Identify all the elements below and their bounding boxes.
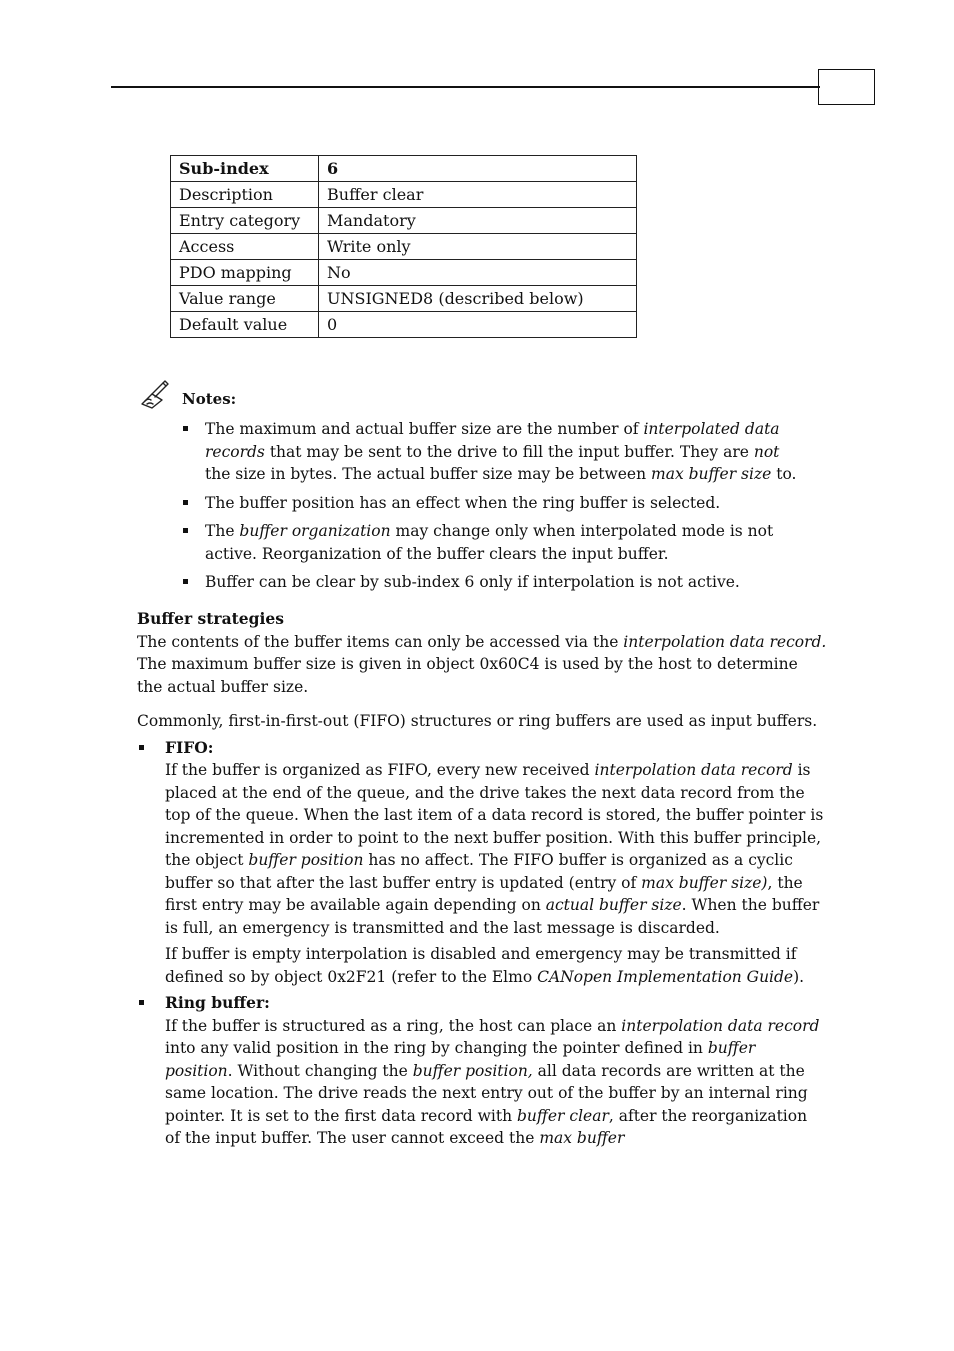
paragraph-emphasis: interpolation data record.: [623, 632, 827, 651]
table-row-value: No: [319, 260, 637, 286]
paragraph-emphasis: buffer position: [165, 1039, 756, 1080]
note-text: that may be sent to the drive to fill the input buffer. They are: [264, 442, 754, 461]
table-row-label: Entry category: [171, 208, 319, 234]
notes-title: Notes:: [182, 390, 237, 408]
note-text: the size in bytes. The actual buffer size may be between: [205, 465, 652, 483]
list-item: [183, 520, 803, 565]
paragraph-emphasis: max buffer: [539, 1129, 625, 1147]
note-emphasis: interpolated data records: [205, 420, 780, 461]
paragraph-emphasis: interpolation data record: [621, 1016, 820, 1035]
table-row: [171, 286, 637, 312]
note-emphasis: not: [753, 442, 780, 461]
list-item: [183, 418, 803, 486]
note-emphasis: max buffer size: [651, 465, 772, 483]
paragraph-text: , after the reorganization of the input buffer. The user cannot exceed the: [165, 1106, 808, 1147]
fifo-paragraph: [165, 943, 827, 988]
paragraph-emphasis: max buffer size): [641, 873, 768, 892]
paragraph-text: is placed at the end of the queue, and the drive takes the next data record from the top of the queue. When the last item of a data record is stored, the buffer pointer is incremented in order to point to the next buffer position. With this buffer principle, the object: [165, 761, 824, 869]
note-text: may change only when interpolated mode is not active. Reorganization of the buffer clears the input buffer.: [205, 522, 774, 563]
paragraph-text: into any valid position in the ring by changing the pointer defined in: [165, 1039, 708, 1057]
fifo-label: FIFO:: [165, 737, 214, 757]
paragraph-emphasis: buffer clear: [517, 1106, 609, 1125]
paragraph-text: The maximum buffer size is given in object 0x60C4 is used by the host to determine the actual buffer size.: [137, 655, 798, 696]
pencil-note-icon: [138, 378, 170, 410]
paragraph: [137, 631, 827, 699]
table-row: [171, 182, 637, 208]
table-row-value: Mandatory: [319, 208, 637, 234]
note-text: Buffer can be clear by sub-index 6 only if interpolation is not active.: [205, 573, 740, 591]
note-text: The maximum and actual buffer size are the number of: [205, 420, 644, 438]
ring-buffer-label: Ring buffer:: [165, 993, 270, 1012]
notes-list: [183, 418, 803, 600]
table-row-label: PDO mapping: [171, 260, 319, 286]
page-number-box: [818, 69, 875, 105]
list-item: [183, 571, 803, 594]
table-row-label: Access: [171, 234, 319, 260]
header-rule: [111, 86, 820, 88]
table-row-label: Value range: [171, 286, 319, 312]
table-row: [171, 208, 637, 234]
table-row-value: Buffer clear: [319, 182, 637, 208]
table-header-row: [171, 156, 637, 182]
paragraph-emphasis: CANopen Implementation Guide: [537, 967, 794, 986]
buffer-strategies-section: [137, 608, 827, 1150]
paragraph-emphasis: buffer position,: [412, 1061, 533, 1080]
paragraph: Commonly, first-in-first-out (FIFO) structures or ring buffers are used as input buffers.: [137, 712, 818, 730]
paragraph-text: has no affect. The FIFO buffer is organized as a cyclic buffer so that after the last buffer entry is updated (entry of: [165, 851, 793, 892]
table-row-value: UNSIGNED8 (described below): [319, 286, 637, 312]
paragraph-emphasis: interpolation data record: [594, 761, 793, 779]
paragraph-text: , the first entry may be available again depending on: [165, 873, 803, 914]
paragraph-text: ).: [793, 967, 805, 986]
paragraph-text: If the buffer is structured as a ring, the host can place an: [165, 1016, 622, 1035]
table-row: [171, 260, 637, 286]
note-emphasis: buffer organization: [239, 522, 391, 540]
fifo-item: [137, 737, 827, 989]
table-row-value: 0: [319, 312, 637, 338]
paragraph-text: The contents of the buffer items can only be accessed via the: [137, 632, 624, 651]
ring-buffer-paragraph: [165, 1015, 827, 1150]
note-text: The buffer position has an effect when the ring buffer is selected.: [205, 493, 721, 512]
paragraph-emphasis: actual buffer size: [545, 896, 682, 914]
table-row-label: Description: [171, 182, 319, 208]
paragraph-text: If the buffer is organized as FIFO, every new received: [165, 761, 595, 779]
subindex-table: [170, 155, 637, 338]
ring-buffer-item: [137, 992, 827, 1150]
table-row: [171, 312, 637, 338]
paragraph-text: . Without changing the: [227, 1061, 413, 1080]
table-row: [171, 234, 637, 260]
paragraph-emphasis: buffer position: [248, 851, 364, 869]
note-text: The: [205, 522, 240, 540]
paragraph-text: If buffer is empty interpolation is disabled and emergency may be transmitted if defined so by object 0x2F21 (refer to the Elmo: [165, 945, 797, 986]
table-row-label: Default value: [171, 312, 319, 338]
section-heading: Buffer strategies: [137, 609, 284, 628]
fifo-paragraph: [165, 759, 827, 939]
table-header-value: 6: [319, 156, 637, 182]
paragraph-text: . When the buffer is full, an emergency is transmitted and the last message is discarded.: [165, 896, 820, 937]
list-item: [183, 492, 803, 515]
note-text: to.: [771, 465, 797, 483]
table-row-value: Write only: [319, 234, 637, 260]
paragraph-text: all data records are written at the same location. The drive reads the next entry out of the buffer by an internal ring pointer. It is set to the first data record with: [165, 1061, 808, 1125]
table-header-label: Sub-index: [171, 156, 319, 182]
